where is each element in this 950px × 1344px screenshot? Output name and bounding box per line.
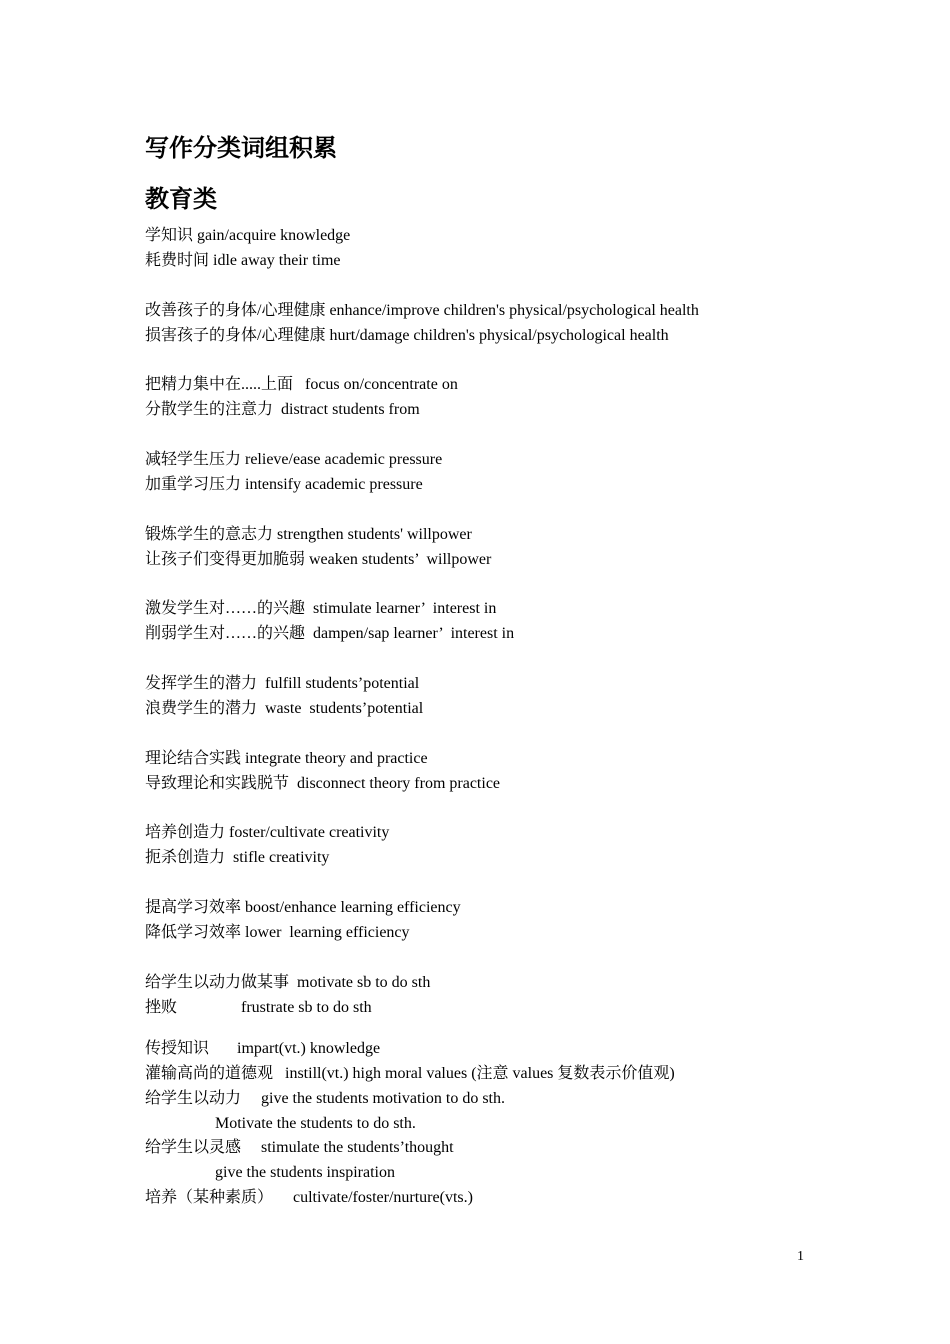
list-item: 培养创造力 foster/cultivate creativity xyxy=(145,824,390,842)
list-item: 分散学生的注意力 distract students from xyxy=(145,401,420,419)
list-item: 灌输高尚的道德观 instill(vt.) high moral values (注意 values 复数表示价值观) xyxy=(145,1064,675,1082)
list-item: 理论结合实践 integrate theory and practice xyxy=(145,749,428,767)
blank-line xyxy=(145,423,845,448)
list-item: 改善孩子的身体/心理健康 enhance/improve children's physical/psychological health xyxy=(145,301,699,319)
list-item: 给学生以灵感 stimulate the students’thought xyxy=(145,1139,454,1157)
page-number: 1 xyxy=(797,1249,804,1264)
blank-line xyxy=(145,796,845,821)
list-item: 降低学习效率 lower learning efficiency xyxy=(145,923,410,941)
vocabulary-list xyxy=(145,224,845,1211)
section-heading: 教育类 xyxy=(145,185,217,213)
list-item: 传授知识 impart(vt.) knowledge xyxy=(145,1039,381,1057)
list-item: 挫败 frustrate sb to do sth xyxy=(145,998,372,1016)
list-item: 激发学生对……的兴趣 stimulate learner’ interest in xyxy=(145,600,497,618)
list-item: 学知识 gain/acquire knowledge xyxy=(145,227,351,244)
blank-line xyxy=(145,572,845,597)
list-item: 损害孩子的身体/心理健康 hurt/damage children's physical/psychological health xyxy=(145,326,669,344)
blank-line xyxy=(145,871,845,896)
list-item: give the students inspiration xyxy=(215,1164,395,1182)
list-item: 扼杀创造力 stifle creativity xyxy=(145,849,330,867)
blank-line xyxy=(145,274,845,299)
list-item: 耗费时间 idle away their time xyxy=(145,251,341,269)
list-item: 给学生以动力 give the students motivation to do sth. xyxy=(145,1089,505,1107)
blank-line xyxy=(145,722,845,747)
list-item: 浪费学生的潜力 waste students’potential xyxy=(145,699,424,717)
list-item: 给学生以动力做某事 motivate sb to do sth xyxy=(145,973,431,991)
list-item: 让孩子们变得更加脆弱 weaken students’ willpower xyxy=(145,550,492,568)
list-item: Motivate the students to do sth. xyxy=(215,1114,416,1132)
blank-line xyxy=(145,647,845,672)
list-item: 提高学习效率 boost/enhance learning efficiency xyxy=(145,899,461,917)
list-item: 把精力集中在.....上面 focus on/concentrate on xyxy=(145,376,458,394)
list-item: 培养（某种素质） cultivate/foster/nurture(vts.) xyxy=(145,1189,473,1207)
list-item: 加重学习压力 intensify academic pressure xyxy=(145,475,423,493)
list-item: 减轻学生压力 relieve/ease academic pressure xyxy=(145,451,443,469)
list-item: 发挥学生的潜力 fulfill students’potential xyxy=(145,675,420,693)
list-item: 削弱学生对……的兴趣 dampen/sap learner’ interest in xyxy=(145,625,515,643)
blank-line xyxy=(145,498,845,523)
list-item: 导致理论和实践脱节 disconnect theory from practice xyxy=(145,774,501,792)
blank-line xyxy=(145,348,845,373)
document-title: 写作分类词组积累 xyxy=(145,134,337,162)
list-item: 锻炼学生的意志力 strengthen students' willpower xyxy=(145,525,472,543)
blank-line xyxy=(145,1021,845,1037)
blank-line xyxy=(145,946,845,971)
